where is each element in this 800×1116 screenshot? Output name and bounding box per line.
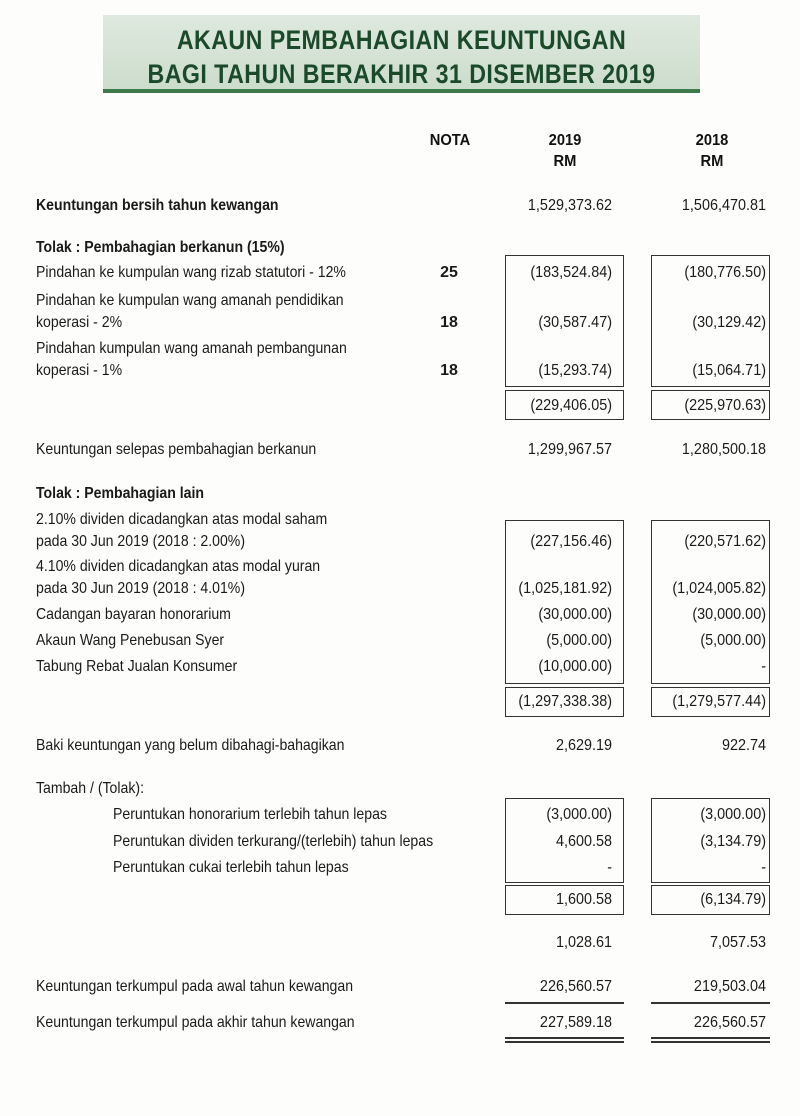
other-total-2018: (1,279,577.44) [672,693,766,710]
double-rule-top-2019 [505,1037,624,1039]
other-heading: Tolak : Pembahagian lain [36,485,204,502]
opening-accumulated-2018: 219,503.04 [693,978,766,995]
dividend-share-label-1: 2.10% dividen dicadangkan atas modal saham [36,511,328,528]
adjust-total-2018: (6,134.79) [700,891,766,908]
after-statutory-2019: 1,299,967.57 [527,441,612,458]
rule-2019 [505,1002,624,1004]
education-fund-2018: (30,129.42) [692,314,766,331]
dividend-adjustment-label: Peruntukan dividen terkurang/(terlebih) tahun lepas [113,833,434,850]
opening-accumulated-2019: 226,560.57 [539,978,612,995]
excess-honorarium-2018: (3,000.00) [700,806,766,823]
subtotal-2019: 1,028.61 [555,934,612,951]
reserve-nota: 25 [440,264,458,281]
education-fund-nota: 18 [440,314,458,331]
dividend-share-2018: (220,571.62) [684,533,766,550]
statutory-total-2019: (229,406.05) [530,397,612,414]
honorarium-2018: (30,000.00) [692,606,766,623]
net-profit-2019: 1,529,373.62 [527,197,612,214]
add-less-heading: Tambah / (Tolak): [36,780,144,797]
honorarium-label: Cadangan bayaran honorarium [36,606,231,623]
dividend-fee-2019: (1,025,181.92) [518,580,612,597]
dividend-share-label-2: pada 30 Jun 2019 (2018 : 2.00%) [36,533,246,550]
development-fund-label-1: Pindahan kumpulan wang amanah pembangunan [36,340,347,357]
column-header-2018: 2018 [695,132,729,149]
subtotal-2018: 7,057.53 [709,934,766,951]
education-fund-2019: (30,587.47) [538,314,612,331]
dividend-adjustment-2019: 4,600.58 [555,833,612,850]
dividend-adjustment-2018: (3,134.79) [700,833,766,850]
reserve-2019: (183,524.84) [530,264,612,281]
excess-tax-2018: - [761,859,766,876]
undistributed-2018: 922.74 [721,737,766,754]
dividend-fee-label-1: 4.10% dividen dicadangkan atas modal yuran [36,558,321,575]
development-fund-2019: (15,293.74) [538,362,612,379]
title-underline [103,89,700,93]
closing-accumulated-2018: 226,560.57 [693,1014,766,1031]
consumer-rebate-2019: (10,000.00) [538,658,612,675]
closing-accumulated-2019: 227,589.18 [539,1014,612,1031]
reserve-label: Pindahan ke kumpulan wang rizab statutori - 12% [36,264,346,281]
excess-honorarium-label: Peruntukan honorarium terlebih tahun lepas [113,806,387,823]
net-profit-label: Keuntungan bersih tahun kewangan [36,197,279,214]
statutory-heading: Tolak : Pembahagian berkanun (15%) [36,239,285,256]
development-fund-label-2: koperasi - 1% [36,362,123,379]
net-profit-2018: 1,506,470.81 [681,197,766,214]
dividend-fee-label-2: pada 30 Jun 2019 (2018 : 4.01%) [36,580,246,597]
education-fund-label-2: koperasi - 2% [36,314,123,331]
page-title: AKAUN PEMBAHAGIAN KEUNTUNGAN [176,25,627,55]
adjust-total-2019: 1,600.58 [555,891,612,908]
column-unit-2019: RM [553,153,577,170]
statutory-total-2018: (225,970.63) [684,397,766,414]
after-statutory-label: Keuntungan selepas pembahagian berkanun [36,441,317,458]
column-header-2019: 2019 [548,132,582,149]
excess-tax-label: Peruntukan cukai terlebih tahun lepas [113,859,349,876]
share-redemption-2018: (5,000.00) [700,632,766,649]
undistributed-2019: 2,629.19 [555,737,612,754]
double-rule-bottom-2018 [651,1041,770,1043]
closing-accumulated-label: Keuntungan terkumpul pada akhir tahun kewangan [36,1014,355,1031]
development-fund-2018: (15,064.71) [692,362,766,379]
opening-accumulated-label: Keuntungan terkumpul pada awal tahun kewangan [36,978,354,995]
page-subtitle: BAGI TAHUN BERAKHIR 31 DISEMBER 2019 [147,59,656,89]
other-total-2019: (1,297,338.38) [518,693,612,710]
share-redemption-label: Akaun Wang Penebusan Syer [36,632,225,649]
consumer-rebate-2018: - [761,658,766,675]
dividend-fee-2018: (1,024,005.82) [672,580,766,597]
double-rule-bottom-2019 [505,1041,624,1043]
undistributed-label: Baki keuntungan yang belum dibahagi-bahagikan [36,737,345,754]
development-fund-nota: 18 [440,362,458,379]
reserve-2018: (180,776.50) [684,264,766,281]
excess-tax-2019: - [607,859,612,876]
honorarium-2019: (30,000.00) [538,606,612,623]
after-statutory-2018: 1,280,500.18 [681,441,766,458]
double-rule-top-2018 [651,1037,770,1039]
column-unit-2018: RM [700,153,724,170]
excess-honorarium-2019: (3,000.00) [546,806,612,823]
education-fund-label-1: Pindahan ke kumpulan wang amanah pendidikan [36,292,344,309]
rule-2018 [651,1002,770,1004]
dividend-share-2019: (227,156.46) [530,533,612,550]
consumer-rebate-label: Tabung Rebat Jualan Konsumer [36,658,238,675]
share-redemption-2019: (5,000.00) [546,632,612,649]
title-banner [103,15,700,93]
column-header-nota: NOTA [429,132,471,149]
